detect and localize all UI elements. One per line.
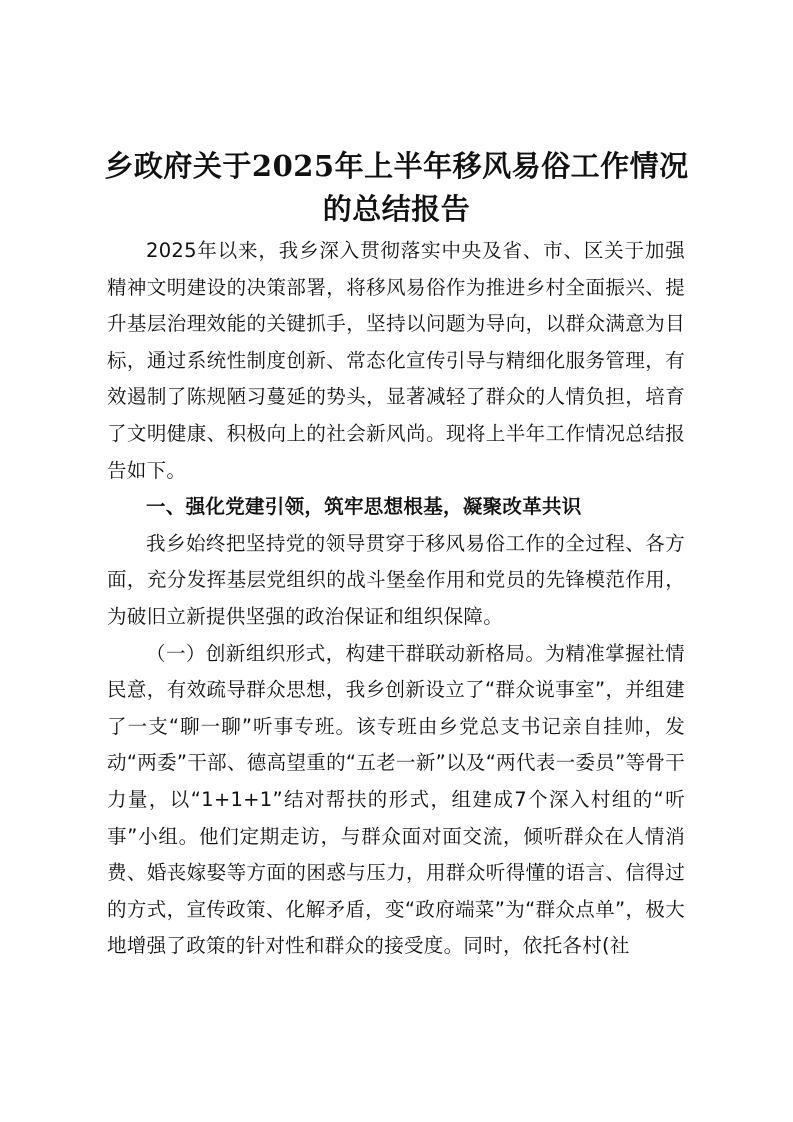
subsection-1-body: 为精准掌握社情民意，有效疏导群众思想，我乡创新设立了“群众说事室”，并组建了一支“聊一聊”听事专班。该专班由乡党总支书记亲自挂帅，发动“两委”干部、德高望重的“五老一新”以及“两代表一委员”等骨干力量，以“1+1+1”结对帮扶的形式，组建成7个深入村组的“听事”小组。他们定期走访，与群众面对面交流，倾听群众在人情消费、婚丧嫁娶等方面的困惑与压力，用群众听得懂的语言、信得过的方式，宣传政策、化解矛盾，变“政府端菜”为“群众点单”，极大地增强了政策的针对性和群众的接受度。同时，依托各村(社: [107, 641, 685, 958]
subsection-1-paragraph: [107, 636, 685, 965]
document-body: [107, 233, 685, 965]
subsection-1-lead: （一）创新组织形式，构建干群联动新格局。: [146, 641, 546, 665]
intro-paragraph: 2025年以来，我乡深入贯彻落实中央及省、市、区关于加强精神文明建设的决策部署，将移风易俗作为推进乡村全面振兴、提升基层治理效能的关键抓手，坚持以问题为导向，以群众满意为目标，通过系统性制度创新、常态化宣传引导与精细化服务管理，有效遏制了陈规陋习蔓延的势头，显著减轻了群众的人情负担，培育了文明健康、积极向上的社会新风尚。现将上半年工作情况总结报告如下。: [107, 239, 685, 482]
section-1-heading: 一、强化党建引领，筑牢思想根基，凝聚改革共识: [146, 495, 582, 519]
document-title-line-1: 乡政府关于2025年上半年移风易俗工作情况: [104, 149, 689, 183]
document-title-line-2: 的总结报告: [322, 192, 471, 226]
section-1-paragraph: 我乡始终把坚持党的领导贯穿于移风易俗工作的全过程、各方面，充分发挥基层党组织的战斗堡垒作用和党员的先锋模范作用，为破旧立新提供坚强的政治保证和组织保障。: [107, 531, 685, 628]
